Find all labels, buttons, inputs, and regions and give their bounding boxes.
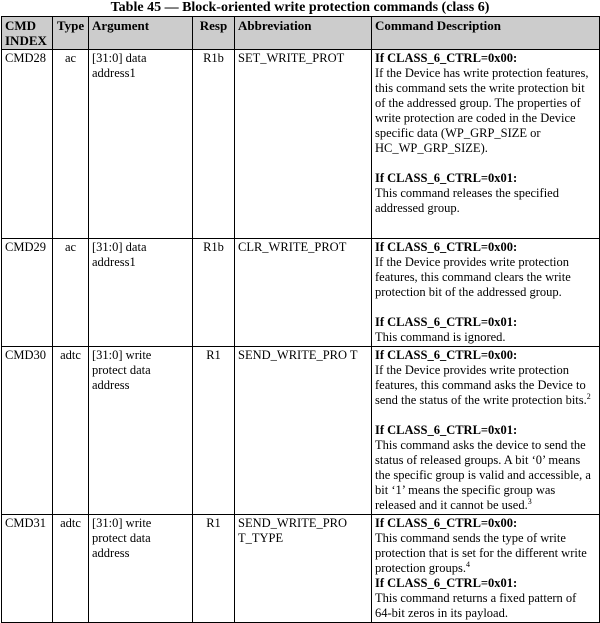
footnote-marker: 4: [465, 559, 470, 569]
cell-abbreviation: SET_WRITE_PROT: [235, 50, 372, 239]
table-row: [2, 347, 600, 515]
condition-heading: If CLASS_6_CTRL=0x01:: [375, 423, 518, 437]
cell-abbreviation: SEND_WRITE_PRO T_TYPE: [235, 515, 372, 623]
footnote-marker: 3: [527, 496, 532, 506]
cell-argument: [31:0] write protect data address: [89, 515, 193, 623]
footnote-marker: 2: [586, 391, 591, 401]
description-body: This command asks the device to send the status of released groups. A bit ‘0’ means the specific group is valid and accessible, a bit ‘1’ means the specific group was released and it cannot be used.: [375, 438, 591, 512]
cell-cmd: CMD31: [2, 515, 53, 623]
cell-argument: [31:0] data address1: [89, 239, 193, 347]
condition-heading: If CLASS_6_CTRL=0x01:: [375, 576, 518, 590]
header-description: Command Description: [372, 17, 600, 50]
description-text: This command is ignored.: [375, 330, 506, 344]
table-row: [2, 515, 600, 623]
cell-cmd: CMD28: [2, 50, 53, 239]
cell-argument: [31:0] data address1: [89, 50, 193, 239]
cell-description: [372, 239, 600, 347]
header-type: Type: [53, 17, 89, 50]
cell-description: [372, 515, 600, 623]
cell-description: [372, 50, 600, 239]
cell-type: ac: [53, 50, 89, 239]
cell-resp: R1: [193, 515, 235, 623]
table-row: [2, 239, 600, 347]
condition-heading: If CLASS_6_CTRL=0x01:: [375, 171, 518, 185]
cell-description: [372, 347, 600, 515]
description-text: If the Device has write protection features, this command sets the write protection bit of the addressed group. The properties of write protection are coded in the Device specific data (WP_GRP_SIZE or HC_WP_GRP_SIZE).: [375, 66, 589, 155]
description-text: [375, 531, 596, 576]
table-row: [2, 50, 600, 239]
header-cmd-index: CMD INDEX: [2, 17, 53, 50]
description-text: This command returns a fixed pattern of 64-bit zeros in its payload.: [375, 591, 577, 620]
cell-type: ac: [53, 239, 89, 347]
description-text: If the Device provides write protection features, this command clears the write protection bit of the addressed group.: [375, 255, 571, 299]
condition-heading: If CLASS_6_CTRL=0x00:: [375, 240, 518, 254]
cell-cmd: CMD29: [2, 239, 53, 347]
condition-heading: If CLASS_6_CTRL=0x00:: [375, 516, 518, 530]
cell-cmd: CMD30: [2, 347, 53, 515]
condition-heading: If CLASS_6_CTRL=0x00:: [375, 51, 518, 65]
cell-resp: R1: [193, 347, 235, 515]
header-row: [2, 17, 600, 50]
description-body: If the Device provides write protection features, this command asks the Device to send the status of the write protection bits.: [375, 363, 587, 407]
condition-heading: If CLASS_6_CTRL=0x00:: [375, 348, 518, 362]
header-resp: Resp: [193, 17, 235, 50]
table-caption: Table 45 — Block-oriented write protection commands (class 6): [110, 0, 490, 15]
cell-resp: R1b: [193, 50, 235, 239]
cell-abbreviation: SEND_WRITE_PRO T: [235, 347, 372, 515]
header-argument: Argument: [89, 17, 193, 50]
cell-argument: [31:0] write protect data address: [89, 347, 193, 515]
cell-abbreviation: CLR_WRITE_PROT: [235, 239, 372, 347]
cell-resp: R1b: [193, 239, 235, 347]
description-text: [375, 438, 596, 513]
cell-type: adtc: [53, 515, 89, 623]
header-abbreviation: Abbreviation: [235, 17, 372, 50]
description-body: This command sends the type of write protection that is set for the different write protection groups.: [375, 531, 587, 575]
cell-type: adtc: [53, 347, 89, 515]
description-text: [375, 363, 596, 408]
condition-heading: If CLASS_6_CTRL=0x01:: [375, 315, 518, 329]
write-protection-commands-table: [1, 16, 600, 623]
description-text: This command releases the specified addressed group.: [375, 186, 559, 215]
